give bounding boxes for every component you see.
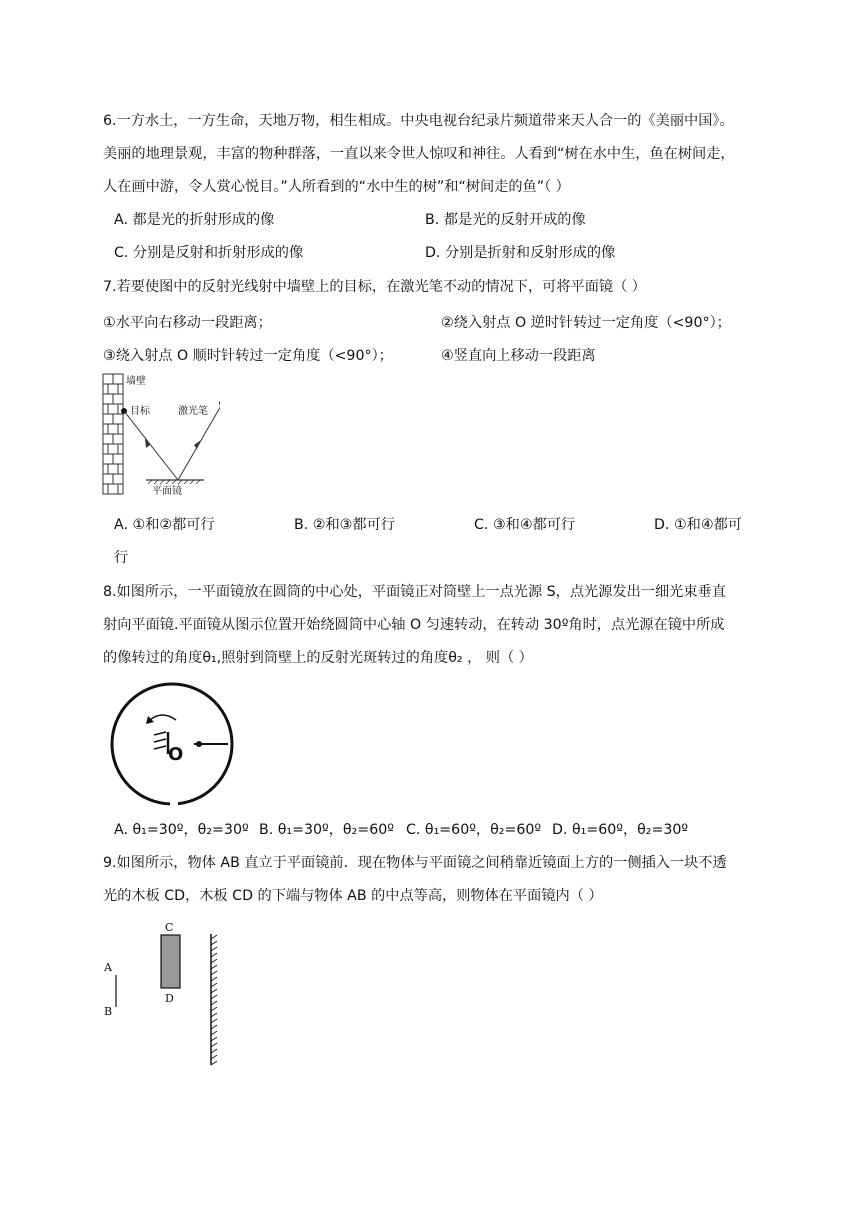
q8-stem-line-2: 射向平面镜.平面镜从图示位置开始绕圆筒中心轴 O 匀速转动，在转动 30º角时，点光源在镜中所成 (103, 617, 725, 633)
q7-option-d: D. ①和④都可 (654, 517, 742, 533)
q7-label-laser: 激光笔 (178, 406, 208, 417)
q7-item-3: ③绕入射点 O 顺时针转过一定角度（<90°）； (103, 348, 393, 364)
q7-laser-pen-icon (219, 400, 220, 406)
q8-center-label-o: O (168, 744, 184, 765)
q7-incident-arrow (194, 440, 201, 449)
q8-mirror-hatching (154, 732, 166, 749)
q8-stem-line-3: 的像转过的角度θ₁,照射到筒壁上的反射光斑转过的角度θ₂ ， 则（ ） (103, 650, 533, 666)
q8-option-c: C. θ₁=60º，θ₂=60º (406, 822, 542, 838)
q6-stem-line-3: 人在画中游，令人赏心悦目。”人所看到的“水中生的树”和“树间走的鱼”（ ） (103, 179, 570, 195)
q9-mirror-hatching (211, 935, 217, 1065)
q7-item-2: ②绕入射点 O 逆时针转过一定角度（<90°）； (441, 315, 731, 331)
q9-label-a: A (104, 961, 112, 974)
q9-board-cd (161, 935, 180, 988)
q7-item-4: ④竖直向上移动一段距离 (441, 348, 596, 364)
q7-option-c: C. ③和④都可行 (474, 517, 576, 533)
q6-option-b: B. 都是光的反射开成的像 (425, 212, 586, 228)
q7-option-b: B. ②和③都可行 (294, 517, 395, 533)
q6-option-c: C. 分别是反射和折射形成的像 (114, 245, 304, 261)
q8-wall-gap (170, 794, 178, 806)
q7-brick-wall (103, 374, 123, 494)
q7-label-wall: 墙壁 (126, 376, 146, 387)
q6-option-d: D. 分别是折射和反射形成的像 (425, 245, 616, 261)
q7-reflected-ray (124, 411, 178, 480)
q7-stem-line-1: 7.若要使图中的反射光线射中墙壁上的目标，在激光笔不动的情况下，可将平面镜（ ） (103, 279, 646, 295)
q7-diagram (100, 370, 220, 495)
q9-label-b: B (104, 1005, 113, 1018)
q6-stem-line-1: 6.一方水土，一方生命，天地万物，相生相成。中央电视台纪录片频道带来天人合一的《美丽中国》。 (103, 113, 734, 129)
q7-label-target: 目标 (130, 406, 150, 417)
q7-option-d-wrap: 行 (114, 550, 129, 566)
q8-rotation-arrow (150, 715, 176, 720)
q6-option-a: A. 都是光的折射形成的像 (114, 212, 275, 228)
q8-option-d: D. θ₁=60º，θ₂=30º (552, 822, 689, 838)
q6-stem-line-2: 美丽的地理景观，丰富的物种群落，一直以来令世人惊叹和神往。人看到“树在水中生，鱼在树间走， (103, 146, 735, 162)
q9-diagram (100, 915, 225, 1070)
q8-option-b: B. θ₁=30º，θ₂=60º (259, 822, 394, 838)
q9-label-d: D (165, 992, 174, 1005)
q9-stem-line-1: 9.如图所示，物体 AB 直立于平面镜前．现在物体与平面镜之间稍靠近镜面上方的一侧插入一块不透 (103, 855, 727, 871)
q8-option-a: A. θ₁=30º，θ₂=30º (114, 822, 249, 838)
q7-mirror-hatching (148, 480, 200, 484)
q7-item-1: ①水平向右移动一段距离； (103, 315, 272, 331)
q9-stem-line-2: 光的木板 CD，木板 CD 的下端与物体 AB 的中点等高，则物体在平面镜内（ ） (103, 888, 603, 904)
q7-label-mirror: 平面镜 (152, 486, 182, 495)
q9-label-c: C (165, 921, 174, 934)
q8-diagram (102, 682, 244, 806)
q8-beam-arrowhead (196, 741, 202, 747)
q7-option-a: A. ①和②都可行 (114, 517, 215, 533)
q8-stem-line-1: 8.如图所示，一平面镜放在圆筒的中心处，平面镜正对筒壁上一点光源 S，点光源发出一细光束垂直 (103, 584, 726, 600)
